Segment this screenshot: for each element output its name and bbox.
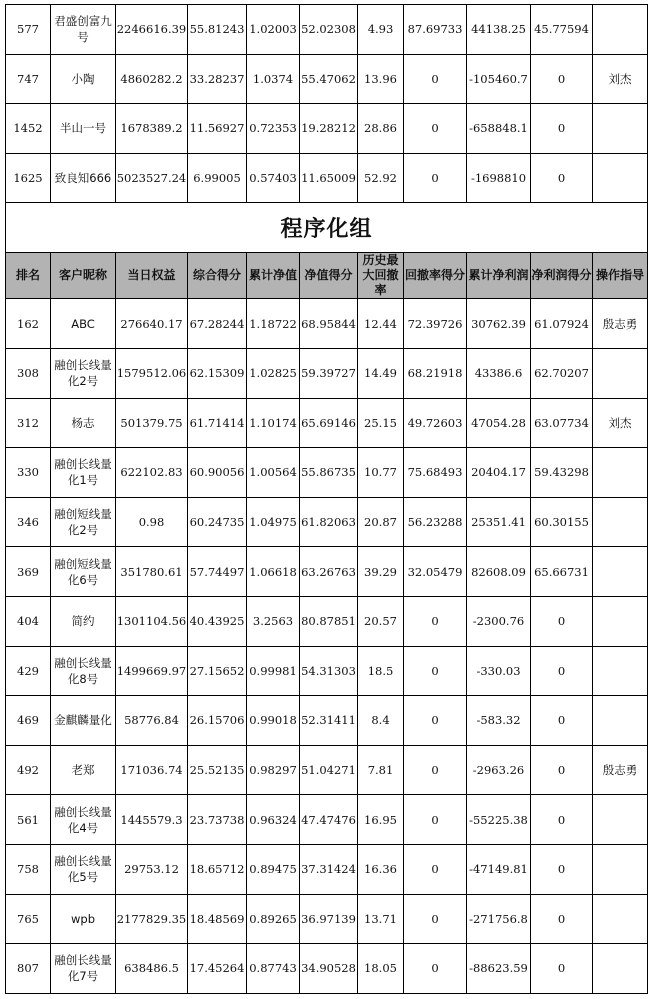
nav-cell: 1.02003 <box>247 5 300 55</box>
nav-cell: 1.02825 <box>247 348 300 398</box>
score-cell: 11.56927 <box>188 104 247 154</box>
net-profit-cell: 25351.41 <box>467 497 531 547</box>
score-cell: 18.48569 <box>188 894 247 944</box>
nav-score-cell: 52.02308 <box>300 5 358 55</box>
manager-cell <box>593 596 648 646</box>
max-drawdown-cell: 20.87 <box>358 497 404 547</box>
score-cell: 27.15652 <box>188 646 247 696</box>
nav-score-cell: 68.95844 <box>300 299 358 349</box>
equity-cell: 1445579.3 <box>116 795 188 845</box>
client-name-cell: 融创短线量化6号 <box>51 547 116 597</box>
client-name-cell: 杨志 <box>51 398 116 448</box>
col-profit-score: 净利润得分 <box>531 253 593 299</box>
table-row <box>6 448 648 498</box>
client-name-cell: 致良知666 <box>51 153 116 203</box>
nav-score-cell: 34.90528 <box>300 944 358 994</box>
drawdown-score-cell: 0 <box>404 596 467 646</box>
nav-cell: 0.72353 <box>247 104 300 154</box>
max-drawdown-cell: 4.93 <box>358 5 404 55</box>
manager-cell <box>593 944 648 994</box>
client-name-cell: ABC <box>51 299 116 349</box>
drawdown-score-cell: 72.39726 <box>404 299 467 349</box>
nav-score-cell: 51.04271 <box>300 745 358 795</box>
nav-score-cell: 55.47062 <box>300 54 358 104</box>
net-profit-cell: -658848.1 <box>467 104 531 154</box>
drawdown-score-cell: 0 <box>404 795 467 845</box>
drawdown-score-cell: 0 <box>404 54 467 104</box>
previous-group-rows <box>6 5 648 203</box>
max-drawdown-cell: 25.15 <box>358 398 404 448</box>
rank-cell: 561 <box>6 795 51 845</box>
table-row <box>6 795 648 845</box>
max-drawdown-cell: 18.05 <box>358 944 404 994</box>
nav-cell: 0.98297 <box>247 745 300 795</box>
score-cell: 55.81243 <box>188 5 247 55</box>
net-profit-cell: 30762.39 <box>467 299 531 349</box>
rank-cell: 346 <box>6 497 51 547</box>
equity-cell: 1678389.2 <box>116 104 188 154</box>
equity-cell: 0.98 <box>116 497 188 547</box>
score-cell: 40.43925 <box>188 596 247 646</box>
nav-score-cell: 65.69146 <box>300 398 358 448</box>
drawdown-score-cell: 32.05479 <box>404 547 467 597</box>
net-profit-cell: -105460.7 <box>467 54 531 104</box>
rank-cell: 312 <box>6 398 51 448</box>
rank-cell: 162 <box>6 299 51 349</box>
client-name-cell: 简约 <box>51 596 116 646</box>
col-name: 客户昵称 <box>51 253 116 299</box>
nav-cell: 1.06618 <box>247 547 300 597</box>
manager-cell <box>593 844 648 894</box>
rank-cell: 330 <box>6 448 51 498</box>
score-cell: 60.90056 <box>188 448 247 498</box>
equity-cell: 351780.61 <box>116 547 188 597</box>
equity-cell: 29753.12 <box>116 844 188 894</box>
equity-cell: 171036.74 <box>116 745 188 795</box>
nav-cell: 0.96324 <box>247 795 300 845</box>
profit-score-cell: 0 <box>531 696 593 746</box>
drawdown-score-cell: 68.21918 <box>404 348 467 398</box>
drawdown-score-cell: 0 <box>404 696 467 746</box>
net-profit-cell: -583.32 <box>467 696 531 746</box>
net-profit-cell: 44138.25 <box>467 5 531 55</box>
client-name-cell: 融创长线量化4号 <box>51 795 116 845</box>
manager-cell <box>593 696 648 746</box>
nav-score-cell: 37.31424 <box>300 844 358 894</box>
nav-cell: 1.18722 <box>247 299 300 349</box>
client-name-cell: 半山一号 <box>51 104 116 154</box>
table-row <box>6 696 648 746</box>
table-row <box>6 299 648 349</box>
profit-score-cell: 0 <box>531 596 593 646</box>
rank-cell: 807 <box>6 944 51 994</box>
table-row <box>6 646 648 696</box>
client-name-cell: 融创长线量化1号 <box>51 448 116 498</box>
nav-cell: 0.99018 <box>247 696 300 746</box>
client-name-cell: 融创长线量化2号 <box>51 348 116 398</box>
rank-cell: 404 <box>6 596 51 646</box>
profit-score-cell: 0 <box>531 844 593 894</box>
profit-score-cell: 61.07924 <box>531 299 593 349</box>
net-profit-cell: -1698810 <box>467 153 531 203</box>
table-row <box>6 596 648 646</box>
score-cell: 18.65712 <box>188 844 247 894</box>
score-cell: 25.52135 <box>188 745 247 795</box>
manager-cell <box>593 153 648 203</box>
profit-score-cell: 0 <box>531 104 593 154</box>
rank-cell: 308 <box>6 348 51 398</box>
score-cell: 33.28237 <box>188 54 247 104</box>
rank-cell: 492 <box>6 745 51 795</box>
max-drawdown-cell: 7.81 <box>358 745 404 795</box>
net-profit-cell: 82608.09 <box>467 547 531 597</box>
net-profit-cell: -88623.59 <box>467 944 531 994</box>
profit-score-cell: 59.43298 <box>531 448 593 498</box>
net-profit-cell: -2963.26 <box>467 745 531 795</box>
net-profit-cell: -271756.8 <box>467 894 531 944</box>
nav-score-cell: 63.26763 <box>300 547 358 597</box>
nav-score-cell: 59.39727 <box>300 348 358 398</box>
profit-score-cell: 0 <box>531 54 593 104</box>
client-name-cell: 小陶 <box>51 54 116 104</box>
manager-cell <box>593 894 648 944</box>
score-cell: 60.24735 <box>188 497 247 547</box>
manager-cell <box>593 795 648 845</box>
rank-cell: 747 <box>6 54 51 104</box>
table-row <box>6 844 648 894</box>
manager-cell: 殷志勇 <box>593 745 648 795</box>
nav-cell: 0.99981 <box>247 646 300 696</box>
profit-score-cell: 65.66731 <box>531 547 593 597</box>
manager-cell <box>593 646 648 696</box>
equity-cell: 638486.5 <box>116 944 188 994</box>
nav-score-cell: 19.28212 <box>300 104 358 154</box>
profit-score-cell: 0 <box>531 153 593 203</box>
drawdown-score-cell: 0 <box>404 844 467 894</box>
score-cell: 26.15706 <box>188 696 247 746</box>
equity-cell: 1301104.56 <box>116 596 188 646</box>
equity-cell: 58776.84 <box>116 696 188 746</box>
manager-cell <box>593 5 648 55</box>
col-rank: 排名 <box>6 253 51 299</box>
nav-cell: 0.89475 <box>247 844 300 894</box>
nav-score-cell: 61.82063 <box>300 497 358 547</box>
profit-score-cell: 45.77594 <box>531 5 593 55</box>
equity-cell: 5023527.24 <box>116 153 188 203</box>
nav-cell: 1.0374 <box>247 54 300 104</box>
equity-cell: 1499669.97 <box>116 646 188 696</box>
score-cell: 67.28244 <box>188 299 247 349</box>
max-drawdown-cell: 39.29 <box>358 547 404 597</box>
net-profit-cell: -55225.38 <box>467 795 531 845</box>
net-profit-cell: -47149.81 <box>467 844 531 894</box>
col-nav-score: 净值得分 <box>300 253 358 299</box>
drawdown-score-cell: 75.68493 <box>404 448 467 498</box>
nav-score-cell: 36.97139 <box>300 894 358 944</box>
equity-cell: 1579512.06 <box>116 348 188 398</box>
drawdown-score-cell: 0 <box>404 104 467 154</box>
rank-cell: 765 <box>6 894 51 944</box>
profit-score-cell: 0 <box>531 944 593 994</box>
table-row <box>6 944 648 994</box>
table-row <box>6 547 648 597</box>
drawdown-score-cell: 0 <box>404 153 467 203</box>
nav-cell: 0.87743 <box>247 944 300 994</box>
manager-cell <box>593 497 648 547</box>
nav-score-cell: 55.86735 <box>300 448 358 498</box>
manager-cell: 殷志勇 <box>593 299 648 349</box>
manager-cell <box>593 348 648 398</box>
client-name-cell: 融创短线量化2号 <box>51 497 116 547</box>
nav-score-cell: 80.87851 <box>300 596 358 646</box>
drawdown-score-cell: 0 <box>404 944 467 994</box>
nav-score-cell: 47.47476 <box>300 795 358 845</box>
equity-cell: 2177829.35 <box>116 894 188 944</box>
client-name-cell: 融创长线量化5号 <box>51 844 116 894</box>
client-name-cell: 金麒麟量化 <box>51 696 116 746</box>
col-max-drawdown: 历史最大回撤率 <box>358 253 404 299</box>
score-cell: 61.71414 <box>188 398 247 448</box>
profit-score-cell: 0 <box>531 795 593 845</box>
nav-cell: 0.57403 <box>247 153 300 203</box>
table-row <box>6 745 648 795</box>
rank-cell: 758 <box>6 844 51 894</box>
profit-score-cell: 63.07734 <box>531 398 593 448</box>
manager-cell: 刘杰 <box>593 398 648 448</box>
table-row <box>6 398 648 448</box>
profit-score-cell: 62.70207 <box>531 348 593 398</box>
nav-cell: 0.89265 <box>247 894 300 944</box>
max-drawdown-cell: 20.57 <box>358 596 404 646</box>
table-row <box>6 894 648 944</box>
net-profit-cell: -2300.76 <box>467 596 531 646</box>
max-drawdown-cell: 28.86 <box>358 104 404 154</box>
equity-cell: 4860282.2 <box>116 54 188 104</box>
net-profit-cell: 20404.17 <box>467 448 531 498</box>
table-row <box>6 104 648 154</box>
nav-score-cell: 11.65009 <box>300 153 358 203</box>
table-row <box>6 348 648 398</box>
drawdown-score-cell: 0 <box>404 745 467 795</box>
table-row <box>6 497 648 547</box>
drawdown-score-cell: 0 <box>404 894 467 944</box>
column-header-row <box>6 253 648 299</box>
client-name-cell: 君盛创富九号 <box>51 5 116 55</box>
client-name-cell: wpb <box>51 894 116 944</box>
table-row <box>6 54 648 104</box>
profit-score-cell: 60.30155 <box>531 497 593 547</box>
rank-cell: 1452 <box>6 104 51 154</box>
col-manager: 操作指导 <box>593 253 648 299</box>
profit-score-cell: 0 <box>531 646 593 696</box>
manager-cell <box>593 547 648 597</box>
max-drawdown-cell: 13.71 <box>358 894 404 944</box>
nav-score-cell: 52.31411 <box>300 696 358 746</box>
drawdown-score-cell: 87.69733 <box>404 5 467 55</box>
manager-cell: 刘杰 <box>593 54 648 104</box>
rank-cell: 1625 <box>6 153 51 203</box>
rank-cell: 469 <box>6 696 51 746</box>
score-cell: 57.74497 <box>188 547 247 597</box>
net-profit-cell: 47054.28 <box>467 398 531 448</box>
equity-cell: 2246616.39 <box>116 5 188 55</box>
score-cell: 23.73738 <box>188 795 247 845</box>
equity-cell: 276640.17 <box>116 299 188 349</box>
max-drawdown-cell: 52.92 <box>358 153 404 203</box>
max-drawdown-cell: 13.96 <box>358 54 404 104</box>
table-row <box>6 5 648 55</box>
net-profit-cell: 43386.6 <box>467 348 531 398</box>
equity-cell: 501379.75 <box>116 398 188 448</box>
client-name-cell: 融创长线量化8号 <box>51 646 116 696</box>
max-drawdown-cell: 10.77 <box>358 448 404 498</box>
score-cell: 17.45264 <box>188 944 247 994</box>
section-title: 程序化组 <box>6 203 648 253</box>
drawdown-score-cell: 49.72603 <box>404 398 467 448</box>
client-name-cell: 融创长线量化7号 <box>51 944 116 994</box>
nav-cell: 3.2563 <box>247 596 300 646</box>
col-net-profit: 累计净利润 <box>467 253 531 299</box>
max-drawdown-cell: 12.44 <box>358 299 404 349</box>
nav-cell: 1.10174 <box>247 398 300 448</box>
max-drawdown-cell: 14.49 <box>358 348 404 398</box>
client-name-cell: 老郑 <box>51 745 116 795</box>
max-drawdown-cell: 16.36 <box>358 844 404 894</box>
drawdown-score-cell: 0 <box>404 646 467 696</box>
profit-score-cell: 0 <box>531 894 593 944</box>
score-cell: 62.15309 <box>188 348 247 398</box>
nav-cell: 1.04975 <box>247 497 300 547</box>
col-nav: 累计净值 <box>247 253 300 299</box>
manager-cell <box>593 448 648 498</box>
max-drawdown-cell: 16.95 <box>358 795 404 845</box>
nav-cell: 1.00564 <box>247 448 300 498</box>
manager-cell <box>593 104 648 154</box>
drawdown-score-cell: 56.23288 <box>404 497 467 547</box>
col-score: 综合得分 <box>188 253 247 299</box>
ranking-table <box>5 4 648 994</box>
table-row <box>6 153 648 203</box>
col-drawdown-score: 回撤率得分 <box>404 253 467 299</box>
net-profit-cell: -330.03 <box>467 646 531 696</box>
equity-cell: 622102.83 <box>116 448 188 498</box>
section-header <box>6 203 648 299</box>
max-drawdown-cell: 8.4 <box>358 696 404 746</box>
rank-cell: 369 <box>6 547 51 597</box>
rank-cell: 429 <box>6 646 51 696</box>
score-cell: 6.99005 <box>188 153 247 203</box>
program-group-rows <box>6 299 648 993</box>
profit-score-cell: 0 <box>531 745 593 795</box>
max-drawdown-cell: 18.5 <box>358 646 404 696</box>
col-equity: 当日权益 <box>116 253 188 299</box>
rank-cell: 577 <box>6 5 51 55</box>
nav-score-cell: 54.31303 <box>300 646 358 696</box>
